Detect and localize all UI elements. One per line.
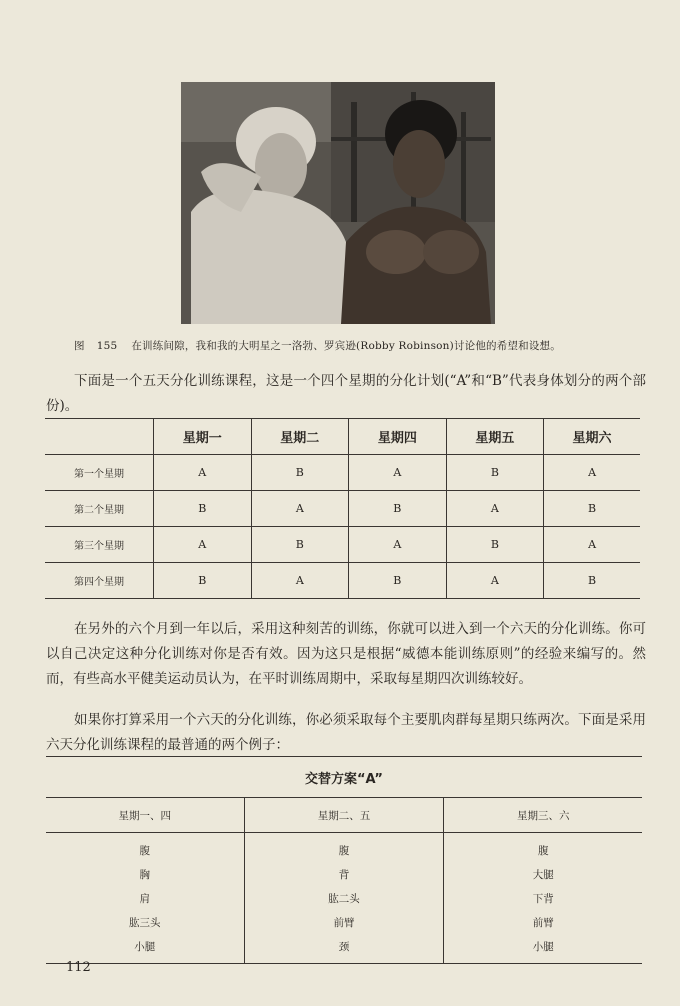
table-cell: A [544, 455, 640, 491]
paragraph-intro: 下面是一个五天分化训练课程，这是一个四个星期的分化计划(“A”和“B”代表身体划分的两个部份)。 [46, 373, 646, 414]
table-row [45, 563, 640, 599]
table-cell: A [446, 563, 544, 599]
table-cell: B [154, 563, 252, 599]
table-cell: B [154, 491, 252, 527]
table-header-row [46, 798, 642, 833]
list-item: 下背 [532, 893, 554, 905]
table-header-cell: 星期二 [251, 419, 349, 455]
table-row [45, 455, 640, 491]
table-cell: B [251, 455, 349, 491]
table-row [45, 491, 640, 527]
plan-column-header: 星期三、六 [444, 798, 642, 833]
plan-a-title: 交替方案“A” [46, 757, 642, 798]
table-cell: A [349, 527, 447, 563]
table-cell: B [349, 491, 447, 527]
paragraph-six-day: 在另外的六个月到一年以后，采用这种刻苦的训练，你就可以进入到一个六天的分化训练。你可以自己决定这种分化训练对你是否有效。因为这只是根据“威德本能训练原则”的经验来编写的。然而，有些高水平健美运动员认为，在平时训练周期中，采取每星期四次训练较好。 [46, 621, 646, 687]
list-item: 肱三头 [129, 917, 161, 929]
table-row [45, 527, 640, 563]
alternating-plan-a-table [46, 756, 642, 964]
table-cell: A [154, 455, 252, 491]
week-label: 第四个星期 [45, 563, 154, 599]
list-item: 背 [338, 869, 350, 881]
figure-number: 155 [96, 340, 118, 352]
plan-column [444, 833, 642, 964]
paragraph-examples: 如果你打算采用一个六天的分化训练，你必须采取每个主要肌肉群每星期只练两次。下面是采用六天分化训练课程的最普通的两个例子： [46, 712, 646, 753]
plan-column [244, 833, 444, 964]
list-item: 腹 [537, 845, 549, 857]
list-item: 前臂 [333, 917, 355, 929]
table-cell: A [251, 563, 349, 599]
table-cell: A [154, 527, 252, 563]
list-item: 小腿 [532, 941, 554, 953]
week-label: 第一个星期 [45, 455, 154, 491]
table-row [46, 833, 642, 964]
table-cell: B [349, 563, 447, 599]
table-cell: B [251, 527, 349, 563]
list-item: 肩 [139, 893, 151, 905]
week-label: 第三个星期 [45, 527, 154, 563]
plan-column-header: 星期一、四 [46, 798, 244, 833]
table-header-cell [45, 419, 154, 455]
list-item: 腹 [338, 845, 350, 857]
table-cell: A [349, 455, 447, 491]
table-cell: A [251, 491, 349, 527]
figure-caption [74, 338, 664, 353]
table-cell: B [446, 527, 544, 563]
photo-illustration [181, 82, 495, 324]
table-header-cell: 星期四 [349, 419, 447, 455]
figure-caption-text: 在训练间隙，我和我的大明星之一洛勃、罗宾逊(Robby Robinson)讨论他的希望和设想。 [131, 340, 561, 352]
week-label: 第二个星期 [45, 491, 154, 527]
table-cell: B [446, 455, 544, 491]
list-item: 腹 [139, 845, 151, 857]
list-item: 小腿 [134, 941, 156, 953]
table-header-row [45, 419, 640, 455]
list-item: 前臂 [532, 917, 554, 929]
figure-label: 图 [74, 340, 85, 352]
five-day-split-table [45, 418, 640, 599]
table-cell: B [544, 563, 640, 599]
table-header-cell: 星期五 [446, 419, 544, 455]
table-cell: A [446, 491, 544, 527]
list-item: 颈 [338, 941, 350, 953]
table-cell: B [544, 491, 640, 527]
list-item: 大腿 [532, 869, 554, 881]
list-item: 胸 [139, 869, 151, 881]
table-header-cell: 星期六 [544, 419, 640, 455]
plan-column [46, 833, 244, 964]
list-item: 肱二头 [328, 893, 360, 905]
plan-column-header: 星期二、五 [244, 798, 444, 833]
table-header-cell: 星期一 [154, 419, 252, 455]
table-cell: A [544, 527, 640, 563]
page-number: 112 [66, 960, 91, 975]
photo-trainers [181, 82, 495, 324]
